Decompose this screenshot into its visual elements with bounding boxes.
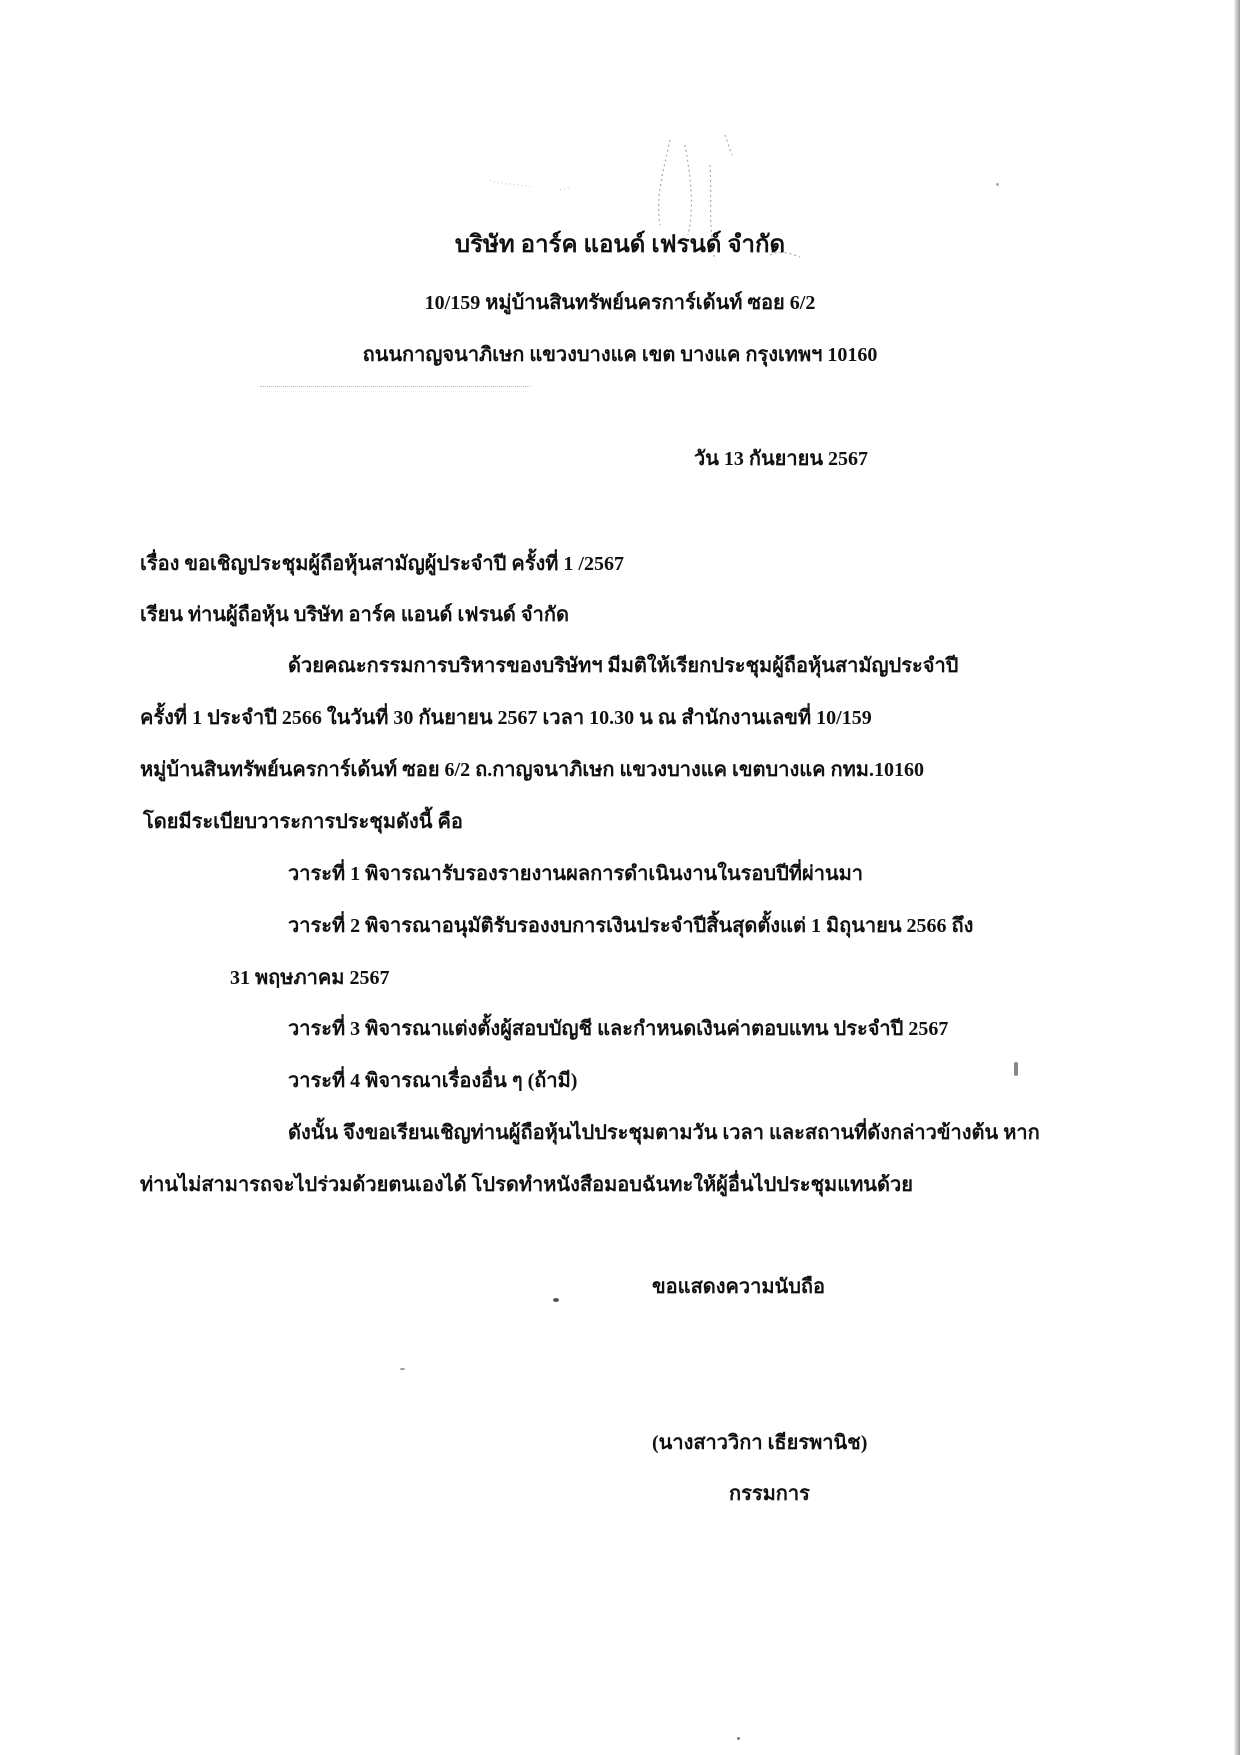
regards: ขอแสดงความนับถือ — [652, 1276, 826, 1298]
scan-speck — [996, 183, 999, 186]
agenda-item-1: วาระที่ 1 พิจารณารับรองรายงานผลการดำเนินงานในรอบปีที่ผ่านมา — [288, 863, 864, 885]
letter-recipient: เรียน ท่านผู้ถือหุ้น บริษัท อาร์ค แอนด์ เฟรนด์ จำกัด — [140, 604, 569, 626]
letter-date: วัน 13 กันยายน 2567 — [694, 448, 869, 470]
scan-speck — [1014, 1062, 1018, 1076]
scan-speck — [400, 1368, 405, 1370]
scan-speck — [737, 1737, 740, 1740]
company-address-line-2: ถนนกาญจนาภิเษก แขวงบางแค เขต บางแค กรุงเทพฯ 10160 — [362, 344, 878, 366]
intro-line: ด้วยคณะกรรมการบริหารของบริษัทฯ มีมติให้เรียกประชุมผู้ถือหุ้นสามัญประจำปี — [288, 655, 959, 677]
signer-position: กรรมการ — [729, 1483, 810, 1505]
closing-line: ดังนั้น จึงขอเรียนเชิญท่านผู้ถือหุ้นไปประชุมตามวัน เวลา และสถานที่ดังกล่าวข้างต้น หาก — [288, 1122, 1040, 1144]
intro-line: หมู่บ้านสินทรัพย์นครการ์เด้นท์ ซอย 6/2 ถ.กาญจนาภิเษก แขวงบางแค เขตบางแค กทม.10160 — [140, 759, 924, 781]
scan-speck — [553, 1298, 559, 1302]
agenda-item-2: วาระที่ 2 พิจารณาอนุมัติรับรองงบการเงินประจำปีสิ้นสุดตั้งแต่ 1 มิถุนายน 2566 ถึง — [288, 915, 974, 937]
agenda-item-2-continued: 31 พฤษภาคม 2567 — [230, 967, 390, 989]
signer-name: (นางสาววิกา เธียรพานิช) — [652, 1432, 868, 1454]
company-address-line-1: 10/159 หมู่บ้านสินทรัพย์นครการ์เด้นท์ ซอย 6/2 — [424, 292, 816, 314]
closing-line: ท่านไม่สามารถจะไปร่วมด้วยตนเองได้ โปรดทำหนังสือมอบฉันทะให้ผู้อื่นไปประชุมแทนด้วย — [140, 1174, 913, 1196]
intro-line: ครั้งที่ 1 ประจำปี 2566 ในวันที่ 30 กันยายน 2567 เวลา 10.30 น ณ สำนักงานเลขที่ 10/159 — [140, 707, 872, 729]
scan-edge — [1234, 0, 1240, 1755]
scan-noise-line — [260, 386, 530, 387]
intro-line: โดยมีระเบียบวาระการประชุมดังนี้ คือ — [143, 811, 463, 833]
agenda-item-4: วาระที่ 4 พิจารณาเรื่องอื่น ๆ (ถ้ามี) — [288, 1070, 578, 1092]
agenda-item-3: วาระที่ 3 พิจารณาแต่งตั้งผู้สอบบัญชี และกำหนดเงินค่าตอบแทน ประจำปี 2567 — [288, 1018, 949, 1040]
letter-subject: เรื่อง ขอเชิญประชุมผู้ถือหุ้นสามัญผู้ประจำปี ครั้งที่ 1 /2567 — [140, 553, 624, 575]
company-name: บริษัท อาร์ค แอนด์ เฟรนด์ จำกัด — [454, 232, 786, 258]
